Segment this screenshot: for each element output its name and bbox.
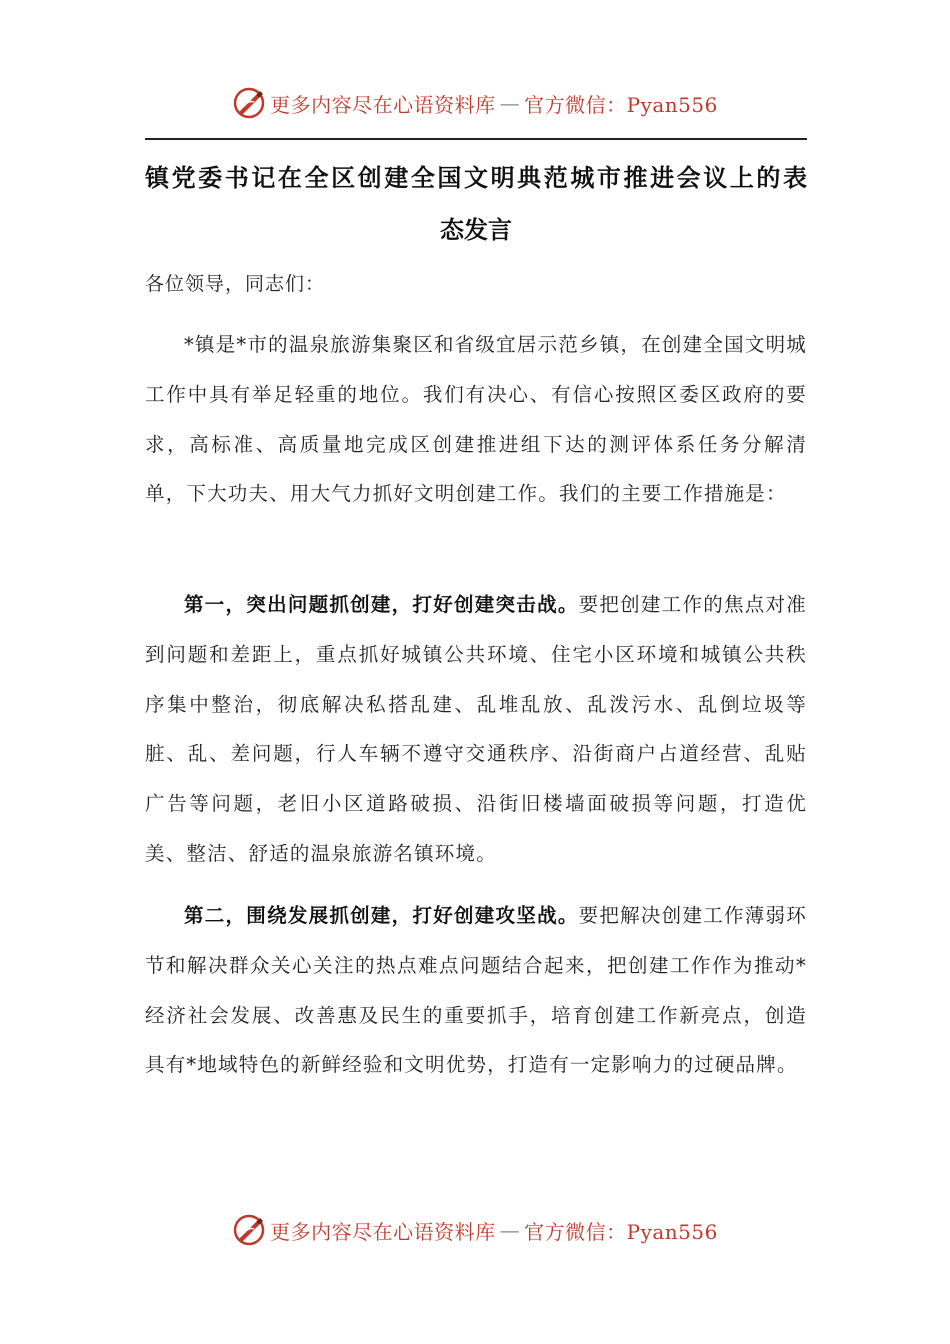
section-2-paragraph [145, 891, 807, 1090]
title-line-2: 态发言 [440, 215, 512, 244]
header-banner [0, 83, 950, 123]
banner-title: 更多内容尽在心语资料库 [270, 1219, 496, 1244]
pen-logo-icon [232, 86, 266, 120]
section-1-body: 要把创建工作的焦点对准到问题和差距上，重点抓好城镇公共环境、住宅小区环境和城镇公共秩序集中整治，彻底解决私搭乱建、乱堆乱放、乱泼污水、乱倒垃圾等脏、乱、差问题，行人车辆不遵守交通秩序、沿街商户占道经营、乱贴广告等问题，老旧小区道路破损、沿街旧楼墙面破损等问题，打造优美、整洁、舒适的温泉旅游名镇环境。 [145, 593, 807, 865]
pen-logo-icon [232, 1213, 266, 1247]
title-line-1: 镇党委书记在全区创建全国文明典范城市推进会议上的表 [145, 163, 807, 192]
footer-banner [0, 1210, 950, 1250]
section-2-heading: 第二，围绕发展抓创建，打好创建攻坚战。 [184, 904, 579, 927]
intro-paragraph: *镇是*市的温泉旅游集聚区和省级宜居示范乡镇，在创建全国文明城工作中具有举足轻重的地位。我们有决心、有信心按照区委区政府的要求，高标准、高质量地完成区创建推进组下达的测评体系任务分解清单，下大功夫、用大气力抓好文明创建工作。我们的主要工作措施是： [145, 333, 807, 506]
section-2-body: 要把解决创建工作薄弱环节和解决群众关心关注的热点难点问题结合起来，把创建工作作为推动*经济社会发展、改善惠及民生的重要抓手，培育创建工作新亮点，创造具有*地域特色的新鲜经验和文明优势，打造有一定影响力的过硬品牌。 [145, 904, 807, 1077]
banner-dash: — [499, 91, 521, 115]
header-divider [145, 138, 807, 140]
section-1-heading: 第一，突出问题抓创建，打好创建突击战。 [184, 593, 579, 616]
banner-wechat: 官方微信：Pyan556 [524, 92, 718, 117]
banner-wechat: 官方微信：Pyan556 [524, 1219, 718, 1244]
banner-dash: — [499, 1218, 521, 1242]
document-title [145, 152, 807, 256]
salutation: 各位领导，同志们： [145, 273, 326, 295]
banner-title: 更多内容尽在心语资料库 [270, 92, 496, 117]
section-1-paragraph [145, 580, 807, 879]
